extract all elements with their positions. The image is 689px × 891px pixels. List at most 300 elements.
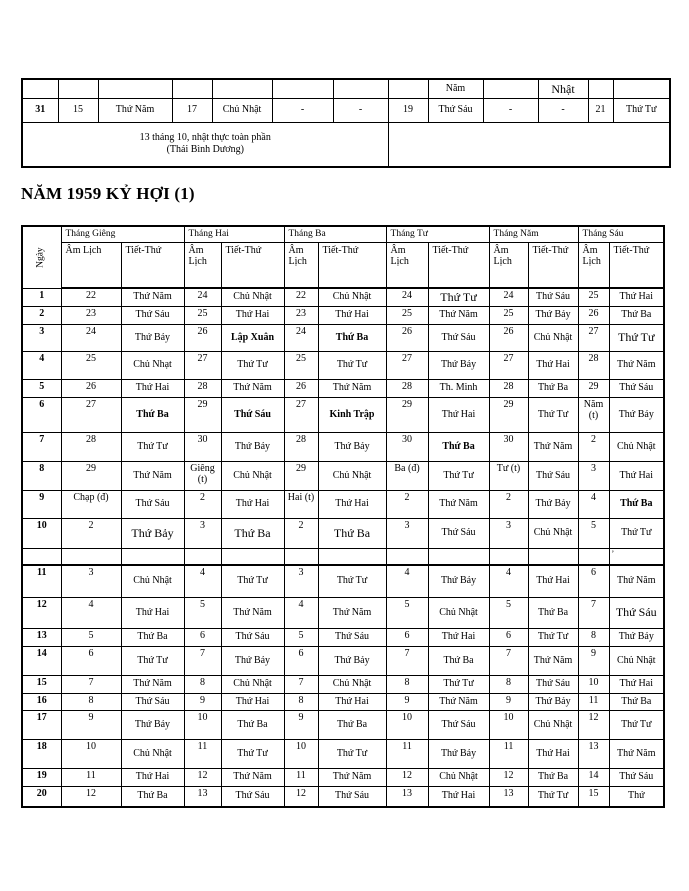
am-lich-cell: 6 [284,646,318,675]
top-table-cell: - [538,98,588,122]
am-lich-cell: 29 [489,397,528,432]
tiet-thu-cell: Thứ Bảy [528,693,578,710]
eclipse-note-row [22,122,670,167]
am-lich-cell: 4 [284,597,318,628]
tiet-thu-cell: ’ [609,548,664,565]
am-lich-cell: 9 [578,646,609,675]
top-table-cell [272,79,333,98]
tiet-thu-cell: Thứ Năm [528,646,578,675]
day-column-header-label: Ngày [36,247,47,269]
tiet-thu-cell: Thứ Hai [318,306,386,324]
am-lich-cell: 4 [184,565,221,597]
am-lich-cell: 29 [386,397,428,432]
tiet-thu-cell: Thứ Sáu [528,675,578,693]
am-lich-cell: 2 [184,490,221,518]
calendar-row [22,675,664,693]
tiet-thu-cell: Thứ Hai [609,288,664,306]
tiet-thu-cell: Thứ Sáu [609,597,664,628]
top-table-row [22,98,670,122]
tiet-thu-cell: Thứ Ba [318,518,386,548]
am-lich-cell: 27 [489,351,528,379]
tiet-thu-cell: Thứ Sáu [528,461,578,490]
am-lich-cell: 10 [284,739,318,768]
am-lich-cell: 11 [61,768,121,786]
am-lich-cell: 2 [61,518,121,548]
day-number-cell: 8 [22,461,61,490]
am-lich-cell: 26 [284,379,318,397]
am-lich-cell: 29 [184,397,221,432]
tiet-thu-header-cell: Tiết-Thứ [428,242,489,288]
tiet-thu-cell [428,548,489,565]
am-lich-cell: 23 [284,306,318,324]
day-number-cell: 16 [22,693,61,710]
tiet-thu-cell: Thứ Sáu [221,397,284,432]
tiet-thu-cell: Thứ Tư [428,461,489,490]
tiet-thu-cell: Thứ Sáu [318,786,386,807]
am-lich-cell: 4 [489,565,528,597]
tiet-thu-cell: Lập Xuân [221,324,284,351]
tiet-thu-cell: Thứ Ba [121,397,184,432]
tiet-thu-cell: Thứ Năm [428,693,489,710]
day-number-cell: 15 [22,675,61,693]
day-number-cell: 1 [22,288,61,306]
calendar-row [22,768,664,786]
calendar-table [21,225,665,808]
am-lich-cell: 3 [578,461,609,490]
tiet-thu-cell: Thứ Ba [528,379,578,397]
tiet-thu-cell: Thứ Hai [609,461,664,490]
am-lich-cell: 27 [386,351,428,379]
tiet-thu-cell: Chủ Nhật [609,432,664,461]
tiet-thu-cell: Thứ Ba [528,768,578,786]
am-lich-cell: 9 [386,693,428,710]
am-lich-cell: 11 [284,768,318,786]
am-lich-cell: 29 [284,461,318,490]
am-lich-cell: 5 [489,597,528,628]
tiet-thu-cell: Thứ Năm [121,288,184,306]
am-lich-cell: 12 [61,786,121,807]
tiet-thu-cell: Thứ Ba [318,710,386,739]
am-lich-cell: 28 [578,351,609,379]
am-lich-cell: 28 [61,432,121,461]
am-lich-cell: 25 [578,288,609,306]
am-lich-cell: 13 [489,786,528,807]
am-lich-cell: 28 [284,432,318,461]
top-table-cell: Chủ Nhật [212,98,272,122]
calendar-row [22,597,664,628]
am-lich-cell: 26 [61,379,121,397]
tiet-thu-cell: Thứ Sáu [221,628,284,646]
tiet-thu-cell: Thứ Tư [221,351,284,379]
am-lich-cell: 22 [61,288,121,306]
tiet-thu-cell: Thứ Năm [428,306,489,324]
tiet-thu-cell: Thứ Ba [318,324,386,351]
day-number-cell: 19 [22,768,61,786]
am-lich-cell: 25 [184,306,221,324]
am-lich-cell: 12 [386,768,428,786]
eclipse-note-line2: (Thái Bình Dương) [166,144,244,156]
am-lich-cell: 8 [386,675,428,693]
tiet-thu-cell: Thứ Bảy [121,518,184,548]
am-lich-cell: 11 [386,739,428,768]
am-lich-cell: 28 [386,379,428,397]
tiet-thu-cell: Thứ Tư [221,739,284,768]
calendar-row [22,461,664,490]
am-lich-cell: 5 [61,628,121,646]
tiet-thu-cell [121,548,184,565]
tiet-thu-cell: Thứ Sáu [221,786,284,807]
am-lich-cell [489,548,528,565]
am-lich-cell: 27 [284,397,318,432]
tiet-thu-cell: Thứ Bảy [221,646,284,675]
am-lich-cell: 30 [489,432,528,461]
tiet-thu-cell [318,548,386,565]
tiet-thu-cell: Thứ Sáu [121,306,184,324]
day-number-cell: 9 [22,490,61,518]
tiet-thu-cell: Chủ Nhật [528,518,578,548]
am-lich-cell: 3 [386,518,428,548]
am-lich-cell: 25 [386,306,428,324]
tiet-thu-cell: Thứ Năm [609,739,664,768]
am-lich-cell: Tư (t) [489,461,528,490]
calendar-row [22,518,664,548]
tiet-thu-cell: Thứ Năm [221,379,284,397]
am-lich-cell: Giêng (t) [184,461,221,490]
am-lich-cell: 7 [184,646,221,675]
am-lich-cell: 24 [489,288,528,306]
tiet-thu-cell: Thứ Hai [428,397,489,432]
tiet-thu-cell: Chủ Nhật [528,710,578,739]
day-number-cell: 4 [22,351,61,379]
am-lich-cell: 4 [61,597,121,628]
tiet-thu-cell: Chủ Nhật [318,675,386,693]
am-lich-cell: 10 [386,710,428,739]
page-title: NĂM 1959 KỶ HỢI (1) [21,184,195,203]
am-lich-cell: 23 [61,306,121,324]
month-header-cell: Tháng Ba [284,226,386,242]
month-header-cell: Tháng Tư [386,226,489,242]
tiet-thu-cell: Thứ Tư [528,786,578,807]
am-lich-cell: 7 [578,597,609,628]
tiet-thu-header-cell: Tiết-Thứ [609,242,664,288]
day-number-cell: 11 [22,565,61,597]
am-lich-cell: 13 [578,739,609,768]
day-number-cell: 7 [22,432,61,461]
top-table-cell: 17 [172,98,212,122]
am-lich-cell: 11 [578,693,609,710]
day-number-cell [22,548,61,565]
day-number-cell: 10 [22,518,61,548]
tiet-thu-cell: Thứ Bảy [609,628,664,646]
top-table-cell: 31 [22,98,58,122]
calendar-row [22,432,664,461]
am-lich-cell: 8 [489,675,528,693]
am-lich-cell: 6 [578,565,609,597]
tiet-thu-cell: Chủ Nhạt [121,351,184,379]
month-header-cell: Tháng Hai [184,226,284,242]
calendar-row [22,710,664,739]
am-lich-cell [284,548,318,565]
am-lich-cell: 12 [489,768,528,786]
tiet-thu-cell: Chủ Nhật [428,768,489,786]
tiet-thu-cell: Thứ Ba [428,432,489,461]
am-lich-cell: 3 [489,518,528,548]
tiet-thu-cell: Chủ Nhật [221,675,284,693]
am-lich-cell: 6 [61,646,121,675]
tiet-thu-cell: Thứ Hai [318,490,386,518]
am-lich-header-cell: Âm Lịch [489,242,528,288]
am-lich-cell: 30 [386,432,428,461]
am-lich-cell: 2 [386,490,428,518]
top-table-fragment [21,78,671,168]
top-table-cell [388,79,428,98]
am-lich-header-cell: Âm Lịch [578,242,609,288]
am-lich-cell: 2 [489,490,528,518]
am-lich-cell: 3 [184,518,221,548]
spacer-row [22,548,664,565]
tiet-thu-cell: Thứ Ba [121,628,184,646]
tiet-thu-cell: Chủ Nhật [121,565,184,597]
tiet-thu-cell: Thứ Bảy [428,739,489,768]
am-lich-cell: 10 [578,675,609,693]
am-lich-cell: 14 [578,768,609,786]
tiet-thu-cell: Chủ Nhật [221,288,284,306]
top-table-cell [333,79,388,98]
day-number-cell: 5 [22,379,61,397]
day-number-cell: 18 [22,739,61,768]
top-table-row [22,79,670,98]
top-table-cell: Năm [428,79,483,98]
am-lich-cell: 26 [578,306,609,324]
tiet-thu-cell: Thứ Bảy [121,324,184,351]
tiet-thu-header-cell: Tiết-Thứ [318,242,386,288]
tiet-thu-cell: Thứ Hai [528,565,578,597]
tiet-thu-cell: Thứ Bảy [428,351,489,379]
tiet-thu-cell: Thứ Tư [318,565,386,597]
day-number-cell: 14 [22,646,61,675]
am-lich-cell: 6 [489,628,528,646]
am-lich-cell: 4 [578,490,609,518]
am-lich-cell: 10 [61,739,121,768]
am-lich-cell: 26 [184,324,221,351]
am-lich-cell: 5 [578,518,609,548]
am-lich-cell: 28 [489,379,528,397]
top-table-cell [58,79,98,98]
am-lich-cell: Hai (t) [284,490,318,518]
tiet-thu-cell: Thứ Bảy [318,646,386,675]
day-column-header [22,226,61,288]
top-table-cell: Thứ Sáu [428,98,483,122]
eclipse-note [22,122,388,167]
am-lich-cell: 5 [386,597,428,628]
tiet-thu-cell: Thứ Hai [428,786,489,807]
tiet-thu-cell: Thứ Hai [221,306,284,324]
tiet-thu-header-cell: Tiết-Thứ [121,242,184,288]
calendar-row [22,288,664,306]
am-lich-cell: 22 [284,288,318,306]
top-table-cell: 19 [388,98,428,122]
tiet-thu-cell: Thứ Tư [121,646,184,675]
tiet-thu-cell: Thứ Sáu [121,693,184,710]
tiet-thu-cell: Chủ Nhật [609,646,664,675]
am-lich-cell: 15 [578,786,609,807]
am-lich-cell: 3 [284,565,318,597]
tiet-thu-cell: Thứ Tư [609,324,664,351]
tiet-thu-cell: Th. Minh [428,379,489,397]
tiet-thu-cell: Thứ Tư [318,351,386,379]
calendar-row [22,786,664,807]
top-table-cell [613,79,670,98]
tiet-thu-cell: Thứ Sáu [121,490,184,518]
top-table-cell: - [272,98,333,122]
am-lich-cell: Ba (đ) [386,461,428,490]
top-table-cell: 21 [588,98,613,122]
am-lich-header-cell: Âm Lịch [61,242,121,288]
am-lich-cell: 24 [61,324,121,351]
tiet-thu-cell: Thứ Tư [609,710,664,739]
am-lich-cell [578,548,609,565]
tiet-thu-cell: Thứ Tư [428,675,489,693]
am-lich-cell: 25 [489,306,528,324]
tiet-thu-cell: Thứ Ba [221,518,284,548]
empty-note-cell [388,122,670,167]
am-lich-cell: 12 [284,786,318,807]
tiet-thu-cell: Kinh Trập [318,397,386,432]
am-lich-cell: 27 [184,351,221,379]
calendar-row [22,628,664,646]
tiet-thu-cell: Thứ Hai [121,768,184,786]
tiet-thu-cell: Thứ Năm [121,675,184,693]
tiet-thu-cell: Thứ Sáu [428,710,489,739]
am-lich-cell: 25 [284,351,318,379]
day-number-cell: 2 [22,306,61,324]
tiet-thu-cell: Thứ Năm [428,490,489,518]
month-header-cell: Tháng Giêng [61,226,184,242]
tiet-thu-cell: Thứ Ba [609,490,664,518]
am-lich-cell [386,548,428,565]
am-lich-cell: 28 [184,379,221,397]
day-number-cell: 12 [22,597,61,628]
am-lich-cell: 3 [61,565,121,597]
tiet-thu-cell: Thứ Năm [318,379,386,397]
tiet-thu-cell: Thứ Ba [609,306,664,324]
calendar-row [22,565,664,597]
am-lich-cell: 13 [184,786,221,807]
tiet-thu-cell: Thứ Bảy [221,432,284,461]
top-table-cell: Thứ Tư [613,98,670,122]
tiet-thu-cell: Thứ Hai [528,739,578,768]
am-lich-cell: 11 [489,739,528,768]
tiet-thu-cell: Thứ Sáu [609,379,664,397]
am-lich-cell: 7 [284,675,318,693]
tiet-thu-cell: Thứ Tư [428,288,489,306]
tiet-thu-cell: Thứ Hai [221,490,284,518]
top-table-cell [483,79,538,98]
tiet-thu-cell: Thứ Tư [528,397,578,432]
am-lich-cell: 12 [578,710,609,739]
am-lich-cell: 6 [386,628,428,646]
am-lich-cell: 7 [386,646,428,675]
am-lich-cell: 13 [386,786,428,807]
tiet-thu-cell: Thứ Ba [609,693,664,710]
am-lich-cell: 9 [489,693,528,710]
day-number-cell: 3 [22,324,61,351]
tiet-thu-cell: Thứ Ba [528,597,578,628]
am-lich-cell: 2 [578,432,609,461]
tiet-thu-cell: Thứ Sáu [428,324,489,351]
tiet-thu-cell: Chủ Nhật [528,324,578,351]
tiet-thu-header-cell: Tiết-Thứ [528,242,578,288]
tiet-thu-cell: Thứ Tư [609,518,664,548]
tiet-thu-cell: Thứ Năm [221,768,284,786]
am-lich-cell: 4 [386,565,428,597]
top-table-cell [98,79,172,98]
am-lich-cell: 8 [284,693,318,710]
top-table-cell [212,79,272,98]
am-lich-cell: Năm (t) [578,397,609,432]
am-lich-cell: 26 [489,324,528,351]
am-lich-cell: 11 [184,739,221,768]
day-number-cell: 17 [22,710,61,739]
tiet-thu-cell: Thứ Tư [221,565,284,597]
am-lich-cell: 29 [578,379,609,397]
am-lich-cell: 26 [386,324,428,351]
tiet-thu-cell: Thứ Hai [121,597,184,628]
am-lich-cell: 10 [184,710,221,739]
tiet-thu-cell: Thứ Năm [121,461,184,490]
top-table-cell: - [333,98,388,122]
top-table-cell: Nhật [538,79,588,98]
am-lich-cell: 24 [284,324,318,351]
am-lich-cell: 7 [489,646,528,675]
tiet-thu-cell [221,548,284,565]
tiet-thu-cell [528,548,578,565]
am-lich-cell: 10 [489,710,528,739]
tiet-thu-cell: Thứ Ba [121,786,184,807]
am-lich-cell: Chạp (đ) [61,490,121,518]
tiet-thu-cell: Thứ Bảy [428,565,489,597]
am-lich-header-cell: Âm Lịch [386,242,428,288]
tiet-thu-cell: Thứ Ba [428,646,489,675]
tiet-thu-cell: Thứ Bảy [528,490,578,518]
tiet-thu-cell: Chủ Nhật [428,597,489,628]
am-lich-cell: 8 [184,675,221,693]
top-table-cell: Thứ Năm [98,98,172,122]
top-table-cell: - [483,98,538,122]
tiet-thu-cell: Thứ Bảy [121,710,184,739]
tiet-thu-header-cell: Tiết-Thứ [221,242,284,288]
am-lich-cell: 30 [184,432,221,461]
am-lich-cell: 2 [284,518,318,548]
top-table-cell [172,79,212,98]
tiet-thu-cell: Thứ [609,786,664,807]
calendar-row [22,306,664,324]
am-lich-cell: 12 [184,768,221,786]
tiet-thu-cell: Thứ Hai [428,628,489,646]
am-lich-cell: 24 [386,288,428,306]
tiet-thu-cell: Thứ Hai [528,351,578,379]
tiet-thu-cell: Thứ Hai [121,379,184,397]
am-lich-cell [184,548,221,565]
tiet-thu-cell: Thứ Năm [528,432,578,461]
am-lich-cell [61,548,121,565]
calendar-row [22,490,664,518]
calendar-row [22,351,664,379]
month-header-cell: Tháng Sáu [578,226,664,242]
am-lich-cell: 7 [61,675,121,693]
day-number-cell: 20 [22,786,61,807]
tiet-thu-cell: Thứ Năm [318,597,386,628]
